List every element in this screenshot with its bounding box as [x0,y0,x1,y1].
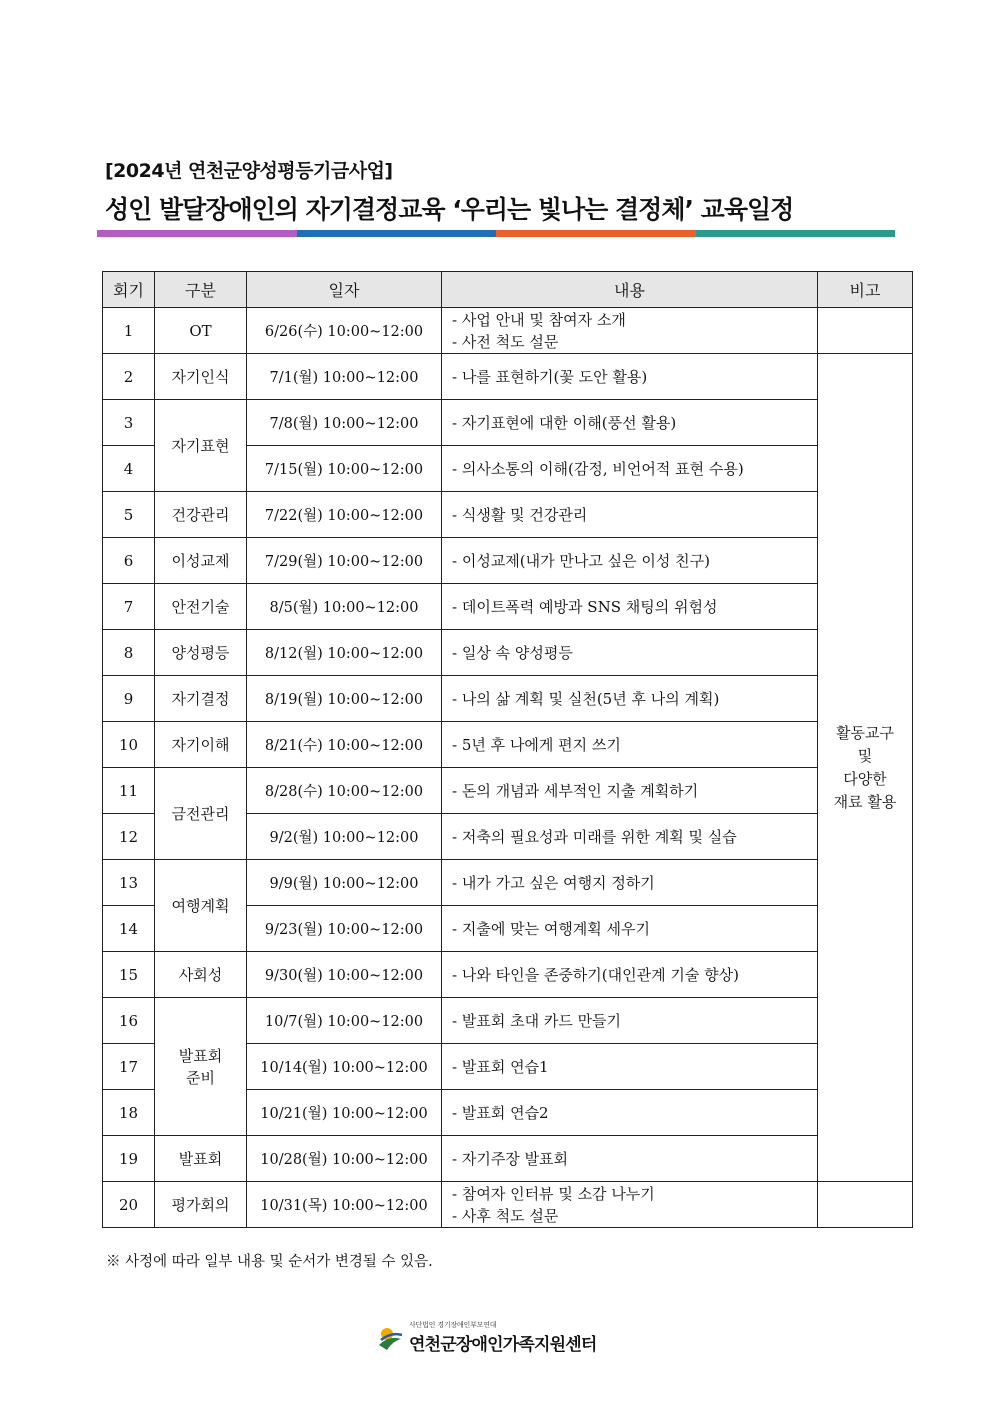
session-remark-empty [818,308,913,354]
session-category: 안전기술 [155,584,247,630]
header-date: 일자 [247,272,442,308]
session-number: 17 [103,1044,155,1090]
content-line: - 지출에 맞는 여행계획 세우기 [452,919,651,938]
session-content [442,998,818,1044]
session-remark-empty [818,1182,913,1228]
content-line: - 발표회 초대 카드 만들기 [452,1011,622,1030]
session-category: 여행계획 [155,860,247,952]
session-content [442,676,818,722]
session-date: 10/14(월) 10:00~12:00 [247,1044,442,1090]
session-number: 11 [103,768,155,814]
color-segment-blue [297,230,497,237]
session-content [442,860,818,906]
session-category: 자기결정 [155,676,247,722]
session-number: 10 [103,722,155,768]
content-line: - 나를 표현하기(꽃 도안 활용) [452,367,648,386]
table-row [103,400,913,446]
session-content [442,1044,818,1090]
color-segment-purple [97,230,297,237]
page-title: 성인 발달장애인의 자기결정교육 ‘우리는 빛나는 결정체’ 교육일정 [105,195,794,224]
session-category: 사회성 [155,952,247,998]
session-content [442,446,818,492]
session-date: 10/21(월) 10:00~12:00 [247,1090,442,1136]
content-line: - 5년 후 나에게 편지 쓰기 [452,735,621,754]
table-row [103,354,913,400]
content-line: - 자기표현에 대한 이해(풍선 활용) [452,413,677,432]
session-number: 7 [103,584,155,630]
color-segment-teal [696,230,896,237]
session-content [442,538,818,584]
header-subtitle: [2024년 연천군양성평등기금사업] [105,160,393,182]
session-number: 20 [103,1182,155,1228]
content-line: - 의사소통의 이해(감정, 비언어적 표현 수용) [452,459,744,478]
session-number: 1 [103,308,155,354]
schedule-body [103,308,913,1228]
session-content [442,1182,818,1228]
session-number: 2 [103,354,155,400]
session-date: 9/23(월) 10:00~12:00 [247,906,442,952]
session-date: 8/28(수) 10:00~12:00 [247,768,442,814]
session-category: 평가회의 [155,1182,247,1228]
content-line: - 사전 척도 설문 [452,332,559,351]
session-content [442,722,818,768]
session-number: 16 [103,998,155,1044]
table-row [103,676,913,722]
session-content [442,814,818,860]
session-category: 발표회 준비 [155,998,247,1136]
session-category: 발표회 [155,1136,247,1182]
content-line: - 식생활 및 건강관리 [452,505,588,524]
session-category: 건강관리 [155,492,247,538]
content-line: - 자기주장 발표회 [452,1149,569,1168]
footer-logo [375,1320,596,1355]
session-date: 7/15(월) 10:00~12:00 [247,446,442,492]
session-date: 7/1(월) 10:00~12:00 [247,354,442,400]
content-line: - 이성교제(내가 만나고 싶은 이성 친구) [452,551,710,570]
logo-emblem-icon [375,1323,405,1353]
session-content [442,952,818,998]
content-line: - 사업 안내 및 참여자 소개 [452,310,626,329]
session-number: 4 [103,446,155,492]
session-content [442,400,818,446]
color-divider [97,230,895,237]
session-content [442,354,818,400]
session-category: 자기인식 [155,354,247,400]
color-segment-orange [496,230,696,237]
session-date: 8/19(월) 10:00~12:00 [247,676,442,722]
content-line: - 사후 척도 설문 [452,1206,559,1225]
session-remark: 활동교구 및 다양한 재료 활용 [818,354,913,1182]
session-date: 10/28(월) 10:00~12:00 [247,1136,442,1182]
session-date: 8/5(월) 10:00~12:00 [247,584,442,630]
session-date: 10/31(목) 10:00~12:00 [247,1182,442,1228]
session-content [442,906,818,952]
session-date: 7/29(월) 10:00~12:00 [247,538,442,584]
logo-org-name: 사단법인 경기장애인부모연대 [409,1321,497,1329]
header-content: 내용 [442,272,818,308]
session-content [442,768,818,814]
session-category: 금전관리 [155,768,247,860]
session-number: 9 [103,676,155,722]
logo-center-name: 연천군장애인가족지원센터 [409,1335,597,1355]
session-content [442,308,818,354]
session-content [442,492,818,538]
content-line: - 돈의 개념과 세부적인 지출 계획하기 [452,781,699,800]
session-number: 15 [103,952,155,998]
session-content [442,1136,818,1182]
session-content [442,584,818,630]
table-row [103,722,913,768]
session-number: 8 [103,630,155,676]
table-row [103,492,913,538]
session-number: 12 [103,814,155,860]
session-number: 19 [103,1136,155,1182]
table-row [103,630,913,676]
table-row [103,768,913,814]
session-date: 7/22(월) 10:00~12:00 [247,492,442,538]
session-category: 이성교제 [155,538,247,584]
table-row [103,538,913,584]
session-number: 13 [103,860,155,906]
session-date: 9/9(월) 10:00~12:00 [247,860,442,906]
session-date: 8/12(월) 10:00~12:00 [247,630,442,676]
table-row [103,952,913,998]
table-row [103,584,913,630]
table-row [103,1136,913,1182]
table-row [103,860,913,906]
session-category: 양성평등 [155,630,247,676]
schedule-table [102,271,913,1228]
session-category: OT [155,308,247,354]
session-date: 6/26(수) 10:00~12:00 [247,308,442,354]
session-number: 6 [103,538,155,584]
table-row [103,998,913,1044]
session-category: 자기표현 [155,400,247,492]
content-line: - 저축의 필요성과 미래를 위한 계획 및 실습 [452,827,737,846]
session-number: 3 [103,400,155,446]
session-number: 14 [103,906,155,952]
content-line: - 나의 삶 계획 및 실천(5년 후 나의 계획) [452,689,720,708]
content-line: - 데이트폭력 예방과 SNS 채팅의 위험성 [452,597,718,616]
table-header-row [103,272,913,308]
session-date: 9/2(월) 10:00~12:00 [247,814,442,860]
content-line: - 일상 속 양성평등 [452,643,573,662]
content-line: - 발표회 연습2 [452,1103,549,1122]
change-notice: ※ 사정에 따라 일부 내용 및 순서가 변경될 수 있음. [106,1254,433,1270]
header-category: 구분 [155,272,247,308]
session-category: 자기이해 [155,722,247,768]
header-no: 회기 [103,272,155,308]
session-number: 5 [103,492,155,538]
table-row [103,308,913,354]
content-line: - 발표회 연습1 [452,1057,549,1076]
session-date: 10/7(월) 10:00~12:00 [247,998,442,1044]
content-line: - 참여자 인터뷰 및 소감 나누기 [452,1184,655,1203]
session-content [442,630,818,676]
session-date: 7/8(월) 10:00~12:00 [247,400,442,446]
session-date: 8/21(수) 10:00~12:00 [247,722,442,768]
table-row [103,1182,913,1228]
session-content [442,1090,818,1136]
session-number: 18 [103,1090,155,1136]
session-date: 9/30(월) 10:00~12:00 [247,952,442,998]
header-remark: 비고 [818,272,913,308]
content-line: - 내가 가고 싶은 여행지 정하기 [452,873,655,892]
content-line: - 나와 타인을 존중하기(대인관계 기술 향상) [452,965,739,984]
